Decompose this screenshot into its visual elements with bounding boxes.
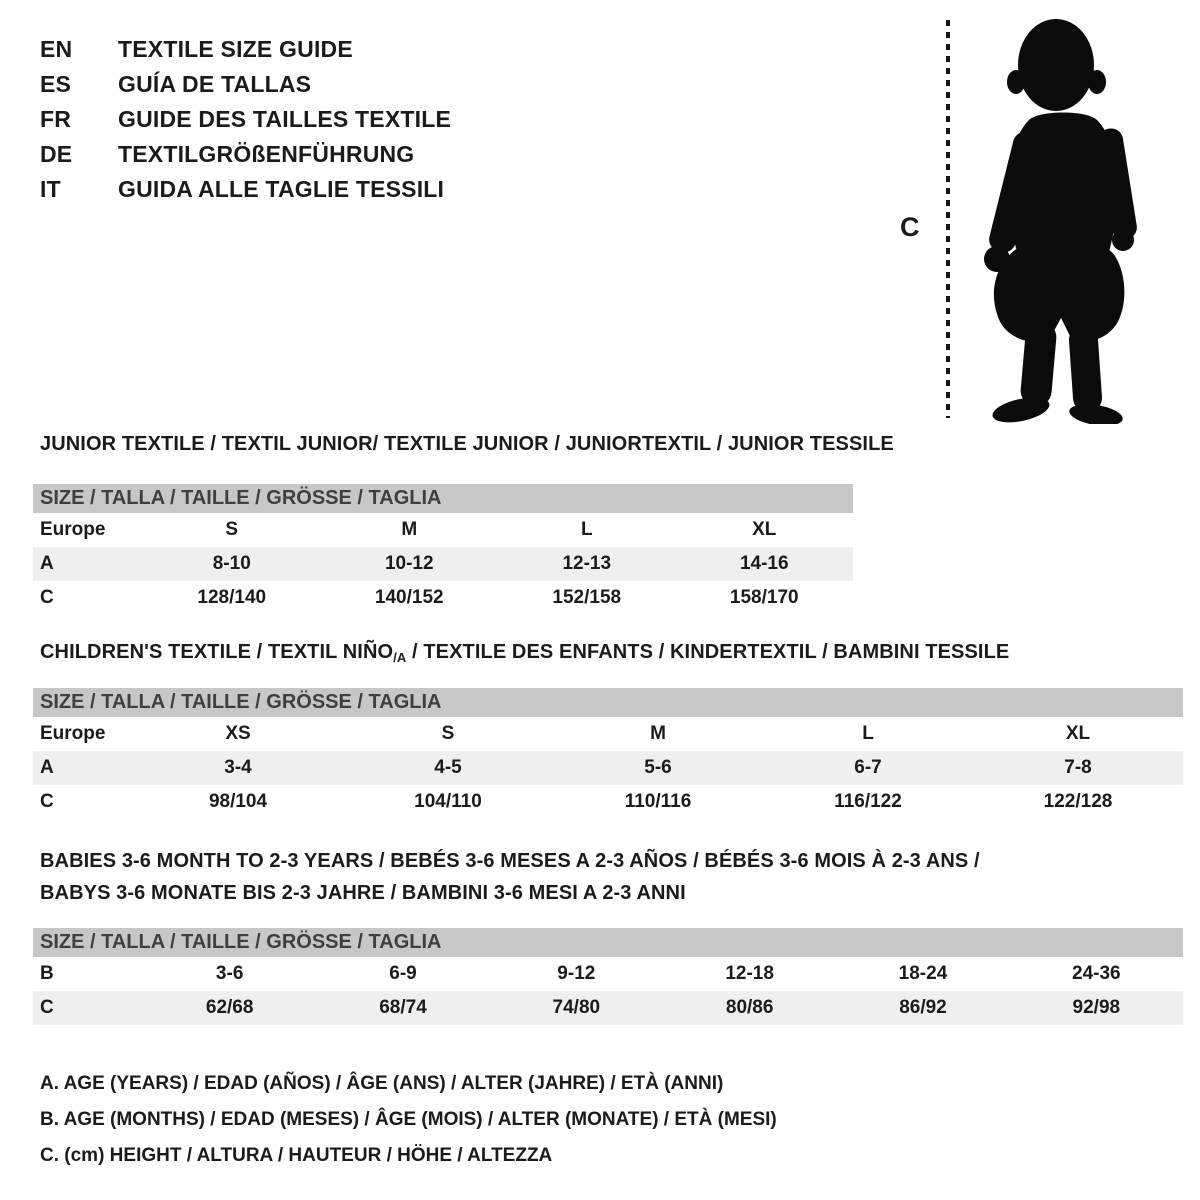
language-row-it (40, 172, 451, 207)
language-row-de (40, 137, 451, 172)
babies-size-table (33, 928, 1183, 1025)
children-size-table (33, 688, 1183, 819)
language-row-en (40, 32, 451, 67)
language-code: IT (40, 176, 61, 202)
row-label: B (40, 963, 54, 984)
guide-title-de: TEXTILGRÖßENFÜHRUNG (118, 141, 415, 167)
table-cell: 3-6 (215, 963, 244, 984)
table-row-europe (33, 513, 853, 547)
table-cell: 9-12 (557, 963, 596, 984)
table-cell: M (401, 519, 418, 540)
junior-section-title: JUNIOR TEXTILE / TEXTIL JUNIOR/ TEXTILE JUNIOR / JUNIORTEXTIL / JUNIOR TESSILE (40, 433, 894, 455)
table-cell: 5-6 (644, 757, 672, 778)
table-cell: 12-18 (725, 963, 774, 984)
language-row-es (40, 67, 451, 102)
language-code: FR (40, 106, 72, 132)
table-cell: 3-4 (224, 757, 252, 778)
junior-size-table (33, 484, 853, 615)
children-title-main: CHILDREN'S TEXTILE / TEXTIL NIÑO (40, 641, 394, 663)
table-cell: 152/158 (552, 587, 622, 608)
table-cell: 10-12 (384, 553, 434, 574)
language-code: DE (40, 141, 73, 167)
row-label: C (40, 791, 54, 812)
row-label: Europe (40, 723, 106, 744)
table-cell: S (225, 519, 239, 540)
language-code: ES (40, 71, 72, 97)
table-cell: 158/170 (729, 587, 799, 608)
guide-title-it: GUIDA ALLE TAGLIE TESSILI (118, 176, 445, 202)
table-cell: 18-24 (898, 963, 948, 984)
language-row-fr (40, 102, 451, 137)
legend-line-height-cm: C. (cm) HEIGHT / ALTURA / HAUTEUR / HÖHE / ALTEZZA (40, 1145, 553, 1166)
size-header-band: SIZE / TALLA / TAILLE / GRÖSSE / TAGLIA (33, 928, 1183, 957)
children-section-title (40, 641, 1009, 665)
children-title-rest: / TEXTILE DES ENFANTS / KINDERTEXTIL / BAMBINI TESSILE (406, 641, 1010, 663)
table-row-age (33, 547, 853, 581)
table-cell: 110/116 (624, 791, 692, 812)
children-title-subscript: /A (393, 650, 407, 665)
table-row-europe (33, 717, 1183, 751)
table-cell: 92/98 (1072, 997, 1121, 1018)
language-code: EN (40, 36, 73, 62)
table-cell: XL (752, 519, 777, 540)
guide-title-fr: GUIDE DES TAILLES TEXTILE (118, 106, 451, 132)
babies-title-line1: BABIES 3-6 MONTH TO 2-3 YEARS / BEBÉS 3-6 MESES A 2-3 AÑOS / BÉBÉS 3-6 MOIS À 2-3 ANS / (40, 850, 980, 872)
table-cell: S (441, 723, 455, 744)
table-cell: 62/68 (205, 997, 254, 1018)
table-cell: 98/104 (208, 791, 268, 812)
height-measure-label: C (900, 212, 920, 242)
table-cell: 12-13 (562, 553, 612, 574)
table-cell: 24-36 (1072, 963, 1121, 984)
size-header-band: SIZE / TALLA / TAILLE / GRÖSSE / TAGLIA (33, 688, 1183, 717)
legend-line-age-years: A. AGE (YEARS) / EDAD (AÑOS) / ÂGE (ANS) / ALTER (JAHRE) / ETÀ (ANNI) (40, 1073, 724, 1094)
table-cell: 74/80 (552, 997, 601, 1018)
row-label: C (40, 587, 54, 608)
row-label: A (40, 553, 54, 574)
legend-line-age-months: B. AGE (MONTHS) / EDAD (MESES) / ÂGE (MOIS) / ALTER (MONATE) / ETÀ (MESI) (40, 1109, 777, 1130)
babies-section-title (40, 845, 980, 909)
guide-title-es: GUÍA DE TALLAS (118, 71, 312, 97)
table-cell: L (580, 519, 593, 540)
row-label: Europe (40, 519, 106, 540)
table-cell: 104/110 (414, 791, 482, 812)
table-cell: 128/140 (197, 587, 267, 608)
table-cell: 80/86 (725, 997, 774, 1018)
table-cell: 86/92 (899, 997, 947, 1018)
table-row-height (33, 785, 1183, 819)
table-cell: 122/128 (1043, 791, 1113, 812)
table-cell: 8-10 (212, 553, 251, 574)
table-cell: 68/74 (379, 997, 427, 1018)
guide-title-en: TEXTILE SIZE GUIDE (118, 36, 353, 62)
table-cell: XS (225, 723, 251, 744)
table-cell: M (650, 723, 666, 744)
table-row-height (33, 991, 1183, 1025)
table-cell: 6-7 (854, 757, 882, 778)
table-cell: 4-5 (434, 757, 462, 778)
row-label: C (40, 997, 54, 1018)
measurement-legend (40, 1066, 777, 1174)
table-row-months (33, 957, 1183, 991)
table-cell: 116/122 (834, 791, 902, 812)
table-row-height (33, 581, 853, 615)
language-title-block (40, 32, 451, 207)
size-header-band: SIZE / TALLA / TAILLE / GRÖSSE / TAGLIA (33, 484, 853, 513)
table-row-age (33, 751, 1183, 785)
toddler-silhouette-icon (957, 16, 1139, 424)
table-cell: 140/152 (374, 587, 444, 608)
table-cell: 7-8 (1064, 757, 1092, 778)
row-label: A (40, 757, 54, 778)
table-cell: 6-9 (389, 963, 417, 984)
table-cell: L (862, 723, 874, 744)
height-measure-dashed-line (946, 20, 950, 418)
table-cell: 14-16 (739, 553, 789, 574)
babies-title-line2: BABYS 3-6 MONATE BIS 2-3 JAHRE / BAMBINI 3-6 MESI A 2-3 ANNI (40, 882, 686, 904)
table-cell: XL (1065, 723, 1091, 744)
